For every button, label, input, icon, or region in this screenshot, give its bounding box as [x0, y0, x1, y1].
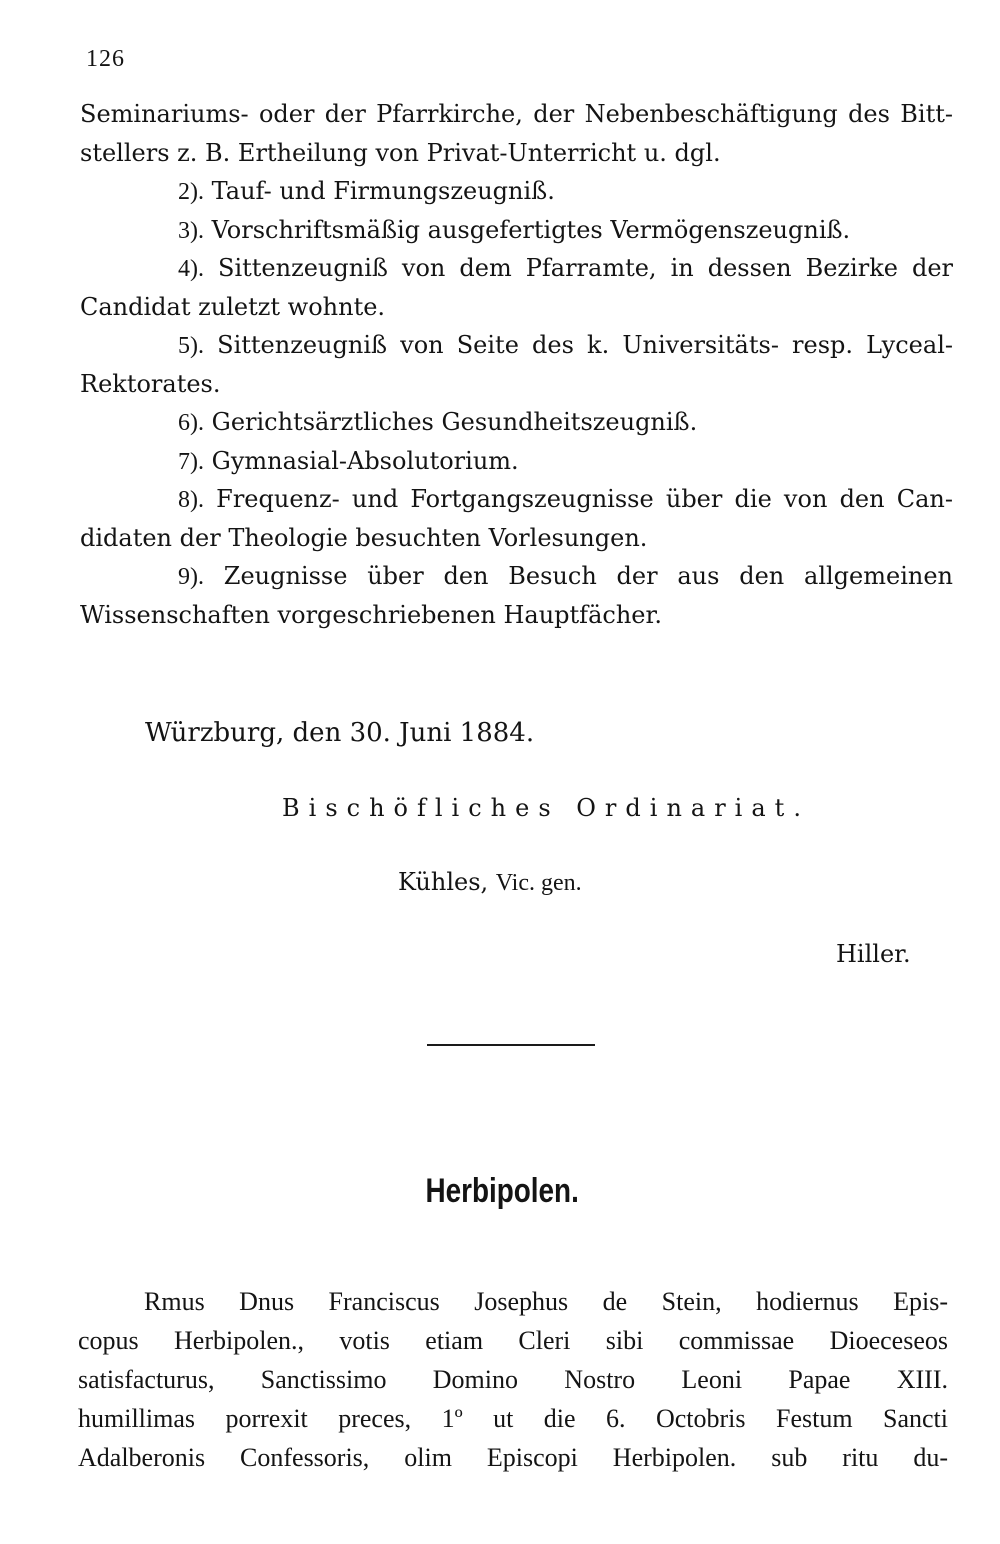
list-number: 8). — [178, 487, 204, 513]
list-item-5 — [80, 326, 953, 365]
list-item-text: Gymnasial-Absolutorium. — [211, 446, 519, 475]
list-number: 4). — [178, 256, 204, 282]
list-item-3 — [80, 211, 953, 250]
requirements-list — [80, 95, 953, 634]
text-line: stellers z. B. Ertheilung von Privat-Unterricht u. dgl. — [80, 138, 721, 167]
text-line: Rmus Dnus Franciscus Josephus de Stein, hodiernus Epis- — [144, 1287, 948, 1316]
list-item-text: Tauf- und Firmungszeugniß. — [211, 177, 555, 205]
list-number: 9). — [178, 564, 204, 590]
page-number: 126 — [86, 46, 125, 72]
list-item-9 — [80, 557, 953, 596]
signer-name: Kühles, — [398, 868, 489, 896]
text-line: Wissenschaften vorgeschriebenen Hauptfächer. — [80, 600, 662, 629]
signer-title: Vic. gen. — [495, 870, 582, 896]
list-item-text: Vorschriftsmäßig ausgefertigtes Vermögenszeugniß. — [211, 215, 851, 244]
list-item-text: Sittenzeugniß von Seite des k. Universitäts- resp. Lyceal- — [217, 331, 953, 359]
list-item-text: Zeugnisse über den Besuch der aus den allgemeinen — [223, 562, 953, 590]
list-number: 3). — [178, 217, 204, 244]
text-line: Seminariums- oder der Pfarrkirche, der Nebenbeschäftigung des Bitt- — [80, 100, 953, 128]
signature-vicar-general — [398, 868, 582, 897]
signature-secretary: Hiller. — [836, 940, 911, 968]
issuing-office: Bischöfliches Ordinariat. — [282, 794, 810, 822]
list-item-6 — [80, 403, 953, 442]
list-number: 2). — [178, 179, 204, 205]
list-item-4 — [80, 249, 953, 288]
place-date: Würzburg, den 30. Juni 1884. — [145, 718, 535, 748]
list-item-text: Sittenzeugniß von dem Pfarramte, in dessen Bezirke der — [218, 254, 953, 282]
section-title: Herbipolen. — [425, 1172, 579, 1210]
text-line: copus Herbipolen., votis etiam Cleri sibi commissae Dioeceseos — [78, 1326, 948, 1355]
list-number: 7). — [178, 448, 204, 475]
text-line: Rektorates. — [80, 369, 221, 398]
latin-paragraph — [78, 1282, 948, 1477]
list-item-2 — [80, 172, 953, 211]
list-item-7 — [80, 442, 953, 481]
text-line: didaten der Theologie besuchten Vorlesungen. — [80, 523, 648, 552]
text-line: humillimas porrexit preces, 1º ut die 6. Octobris Festum Sancti — [78, 1404, 948, 1433]
text-line: Candidat zuletzt wohnte. — [80, 292, 386, 321]
list-number: 6). — [178, 410, 204, 436]
section-divider — [427, 1044, 595, 1046]
text-line: Adalberonis Confessoris, olim Episcopi Herbipolen. sub ritu du- — [78, 1443, 948, 1472]
list-item-text: Gerichtsärztliches Gesundheitszeugniß. — [211, 408, 698, 436]
list-item-text: Frequenz- und Fortgangszeugnisse über die von den Can- — [216, 485, 953, 513]
list-item-8 — [80, 480, 953, 519]
list-number: 5). — [178, 333, 204, 359]
text-line: satisfacturus, Sanctissimo Domino Nostro Leoni Papae XIII. — [78, 1365, 948, 1394]
